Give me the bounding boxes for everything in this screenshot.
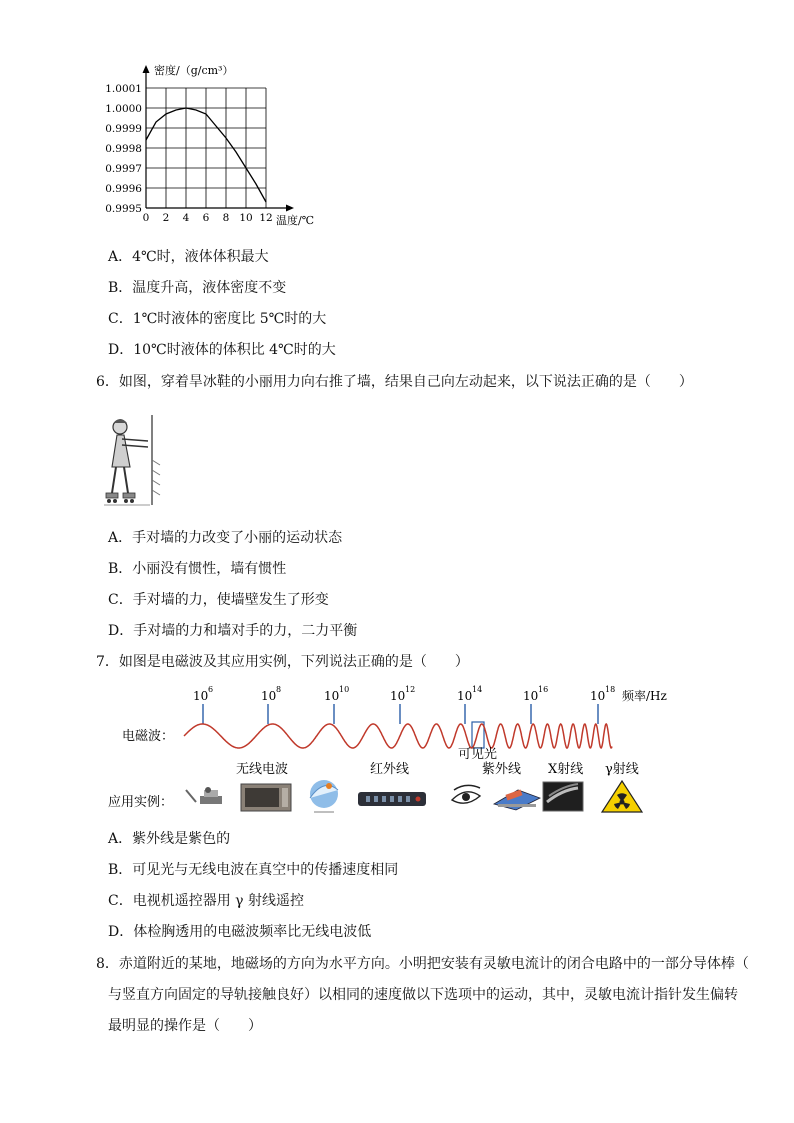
q6-option-c: C．手对墙的力，使墙壁发生了形变	[108, 592, 329, 608]
svg-text:6: 6	[208, 685, 214, 694]
y-axis-label: 密度/（g/cm³）	[154, 64, 234, 77]
chart-axes	[143, 65, 295, 212]
y-tick-label: 1.0001	[105, 83, 142, 95]
svg-text:8: 8	[276, 685, 282, 694]
wave-label: 电磁波：	[122, 729, 175, 744]
svg-text:10: 10	[324, 689, 340, 703]
q6-option-a: A．手对墙的力改变了小丽的运动状态	[108, 530, 343, 546]
q7-option-b: B．可见光与无线电波在真空中的传播速度相同	[108, 862, 399, 878]
x-tick-label: 12	[259, 212, 273, 224]
telephone-icon	[186, 787, 222, 804]
frequency-ticks	[203, 704, 598, 724]
chart-grid	[146, 88, 266, 208]
y-tick-label: 0.9997	[105, 163, 142, 175]
band-gamma-label: γ射线	[605, 762, 639, 777]
y-tick-label: 0.9998	[105, 143, 142, 155]
q8-stem-line3: 最明显的操作是（ ）	[108, 1018, 262, 1034]
y-tick-label: 1.0000	[105, 103, 142, 115]
x-axis-label: 温度/℃	[276, 214, 315, 227]
remote-control-icon	[358, 792, 426, 806]
q5-option-b: B．温度升高，液体密度不变	[108, 280, 287, 296]
x-tick-labels	[143, 212, 273, 224]
microwave-oven-icon	[241, 784, 291, 811]
q5-option-a: A．4℃时，液体体积最大	[108, 249, 269, 265]
x-tick-label: 6	[202, 212, 210, 224]
electromagnetic-spectrum-diagram	[100, 678, 690, 818]
q5-option-c: C．1℃时液体的密度比 5℃时的大	[108, 311, 327, 327]
svg-text:10: 10	[339, 685, 350, 694]
svg-text:频率/Hz: 频率/Hz	[622, 689, 667, 703]
svg-text:16: 16	[538, 685, 549, 694]
band-radio-label: 无线电波	[236, 762, 289, 777]
q7-option-a: A．紫外线是紫色的	[108, 831, 231, 847]
svg-text:10: 10	[523, 689, 539, 703]
y-tick-labels	[105, 83, 142, 215]
skater-pushing-wall-illustration	[104, 405, 164, 515]
xray-film-icon	[543, 782, 583, 811]
satellite-dish-icon	[310, 780, 338, 812]
q6-stem: 6．如图，穿着旱冰鞋的小丽用力向右推了墙，结果自己向左动起来，以下说法正确的是（ ）	[96, 374, 693, 390]
x-tick-label: 4	[182, 212, 190, 224]
q8-stem-line2: 与竖直方向固定的导轨接触良好）以相同的速度做以下选项中的运动，其中，灵敏电流计指针发生偏转	[108, 987, 738, 1003]
svg-text:18: 18	[605, 685, 616, 694]
x-tick-label: 0	[142, 212, 150, 224]
band-infrared-label: 红外线	[370, 762, 410, 777]
y-tick-label: 0.9995	[105, 203, 142, 215]
frequency-labels	[193, 685, 667, 703]
y-tick-label: 0.9996	[105, 183, 142, 195]
svg-text:10: 10	[390, 689, 406, 703]
q5-option-d: D．10℃时液体的体积比 4℃时的大	[108, 342, 336, 358]
svg-text:10: 10	[590, 689, 606, 703]
em-wave	[184, 724, 612, 748]
svg-text:14: 14	[472, 685, 483, 694]
band-xray-label: X射线	[548, 762, 584, 777]
x-tick-label: 8	[222, 212, 230, 224]
svg-text:10: 10	[457, 689, 473, 703]
eye-icon	[452, 785, 480, 803]
q6-option-d: D．手对墙的力和墙对手的力，二力平衡	[108, 623, 358, 639]
density-chart	[100, 58, 340, 233]
x-tick-label: 2	[162, 212, 170, 224]
band-ultraviolet-label: 紫外线	[482, 762, 522, 777]
q6-option-b: B．小丽没有惯性，墙有惯性	[108, 561, 287, 577]
uv-sterilizer-icon	[494, 789, 540, 810]
q7-option-d: D．体检胸透用的电磁波频率比无线电波低	[108, 924, 372, 940]
q7-stem: 7．如图是电磁波及其应用实例，下列说法正确的是（ ）	[96, 654, 469, 670]
applications-label: 应用实例：	[108, 795, 174, 810]
y-tick-label: 0.9999	[105, 123, 142, 135]
radiation-symbol-icon	[602, 781, 642, 812]
svg-text:10: 10	[193, 689, 209, 703]
svg-text:10: 10	[261, 689, 277, 703]
q7-option-c: C．电视机遥控器用 γ 射线遥控	[108, 893, 304, 909]
band-visible-label: 可见光	[458, 747, 498, 762]
svg-text:12: 12	[405, 685, 416, 694]
q8-stem-line1: 8．赤道附近的某地，地磁场的方向为水平方向。小明把安装有灵敏电流计的闭合电路中的一部分导体棒（	[96, 956, 749, 972]
x-tick-label: 10	[239, 212, 253, 224]
